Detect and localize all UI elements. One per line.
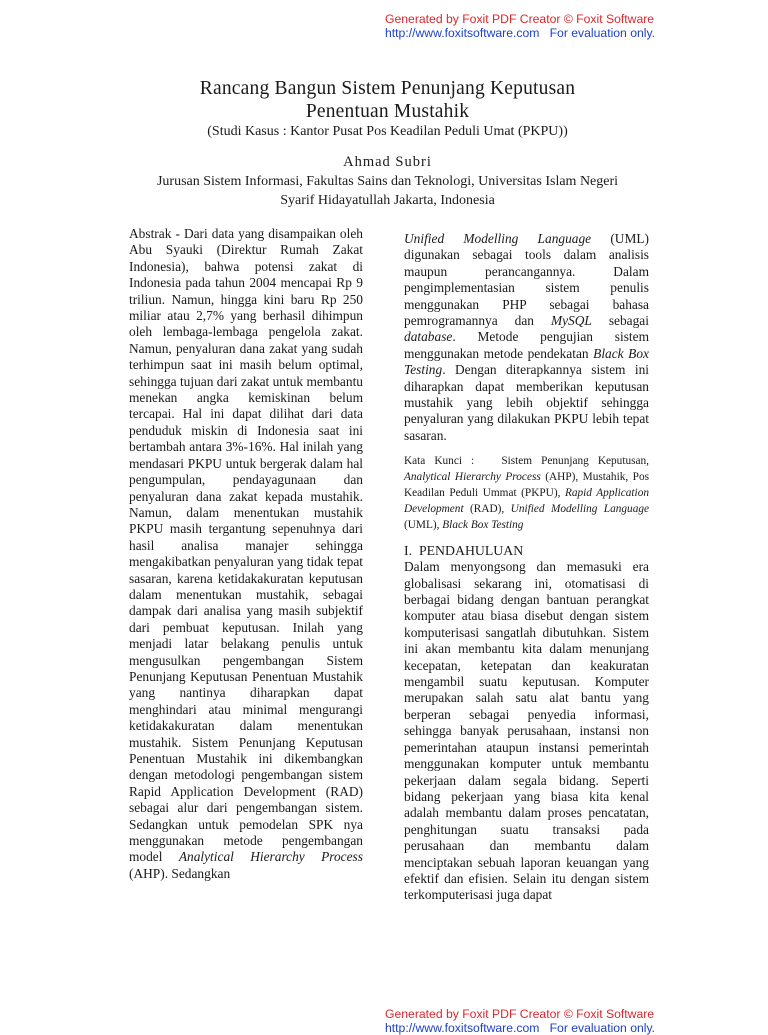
watermark-eval-text: For evaluation only. [549, 26, 656, 40]
foxit-watermark-bottom [385, 1007, 675, 1035]
affiliation-line2: Syarif Hidayatullah Jakarta, Indonesia [280, 193, 495, 208]
paper-header [60, 77, 715, 209]
keywords-paragraph [404, 454, 649, 534]
abstract-ahp-tail: (AHP). Sedangkan [129, 865, 231, 881]
paper-title-line1: Rancang Bangun Sistem Penunjang Keputusan [199, 78, 576, 99]
section-body: Dalam menyongsong dan memasuki era globalisasi sekarang ini, otomatisasi di berbagai bidang dengan bantuan perangkat komputer atau biasa disebut dengan sistem komputerisasi sangatlah dibutuhkan. Sistem ini akan membantu kita dalam menunjang kecepatan, ketepatan dan keakuratan mengambil suatu keputusan. Komputer merupakan salah satu alat bantu yang berperan sebagai penyedia informasi, sehingga banyak perusahaan, instansi non pemerintahan ataupun instansi pemerintah menggunakan komputer untuk membantu pekerjaan dalam segala bidang. Seperti bidang pekerjaan yang biasa kita kenal adalah membantu dalam proses pencatatan, penghitungan suatu transaksi pada perusahaan dan membantu dalam menciptakan sebuah laporan keuangan yang efektif dan efisien. Selain itu dengan sistem terkomputerisasi juga dapat [404, 559, 649, 903]
watermark-generated-line-bottom: Generated by Foxit PDF Creator © Foxit Software [385, 1007, 655, 1021]
keyword-1: Sistem Penunjang Keputusan, [501, 455, 649, 468]
keyword-4: Rapid Application Development [404, 487, 649, 515]
abstract-ahp-term: Analytical Hierarchy Process [178, 849, 363, 865]
foxit-watermark-top [385, 12, 675, 40]
keywords-label: Kata Kunci : [404, 455, 475, 468]
abstract-text: Abstrak - Dari data yang disampaikan oleh Abu Syauki (Direktur Rumah Zakat Indonesia), bahwa potensi zakat di Indonesia pada tahun 2004 mencapai Rp 9 triliun. Namun, hingga kini baru Rp 250 miliar atau 2,7% yang berhasil dihimpun oleh lembaga-lembaga pengelola zakat. Namun, penyaluran dana zakat yang sudah terhimpun saat ini masih belum optimal, sehingga tujuan dari zakat untuk membantu menekan angka kemiskinan belum tercapai. Hal ini dapat dilihat dari data penduduk miskin di Indonesia saat ini bertambah antara 3%-16%. Hal inilah yang mendasari PKPU untuk bergerak dalam hal pengumpulan, pendayagunaan dan penyaluran dana zakat kepada mustahik. Namun, dalam menentukan mustahik PKPU masih tergantung sepenuhnya dari hasil analisa manajer sehingga mengakibatkan penyaluran yang tidak tepat sasaran, karena ketidakakuratan keputusan dalam menentukan mustahik, sebagai dampak dari analisa yang masih subjektif dari pembuat keputusan. Inilah yang menjadi latar belakang penulis untuk mengusulkan pengembangan Sistem Penunjang Keputusan Penentuan Mustahik yang nantinya diharapkan dapat menghindari atau minimal mengurangi ketidakakuratan dalam menentukan mustahik. Sistem Penunjang Keputusan Penentuan Mustahik ini dikembangkan dengan metodologi pengembangan sistem Rapid Application Development (RAD) sebagai alur dari pengembangan sistem. Sedangkan untuk pemodelan SPK nya menggunakan metode pengembangan model [129, 226, 363, 865]
paper-title-line2: Penentuan Mustahik [305, 101, 470, 122]
section-heading [404, 543, 649, 559]
keyword-5: (RAD), [470, 503, 505, 515]
abstract-paragraph [129, 226, 363, 882]
abstract-cont-1: (UML) digunakan sebagai tools dalam analisis maupun perancangannya. Dalam pengimplementasian sistem penulis menggunakan PHP sebagai bahasa pemrogramannya dan [404, 231, 649, 329]
abstract-cont-3: . Metode pengujian sistem menggunakan metode pendekatan [404, 329, 649, 361]
keyword-7: (UML), [404, 518, 440, 531]
watermark-generated-line: Generated by Foxit PDF Creator © Foxit Software [385, 12, 655, 26]
right-column [404, 231, 649, 904]
keyword-3: (AHP), Mustahik, Pos Keadilan Peduli Ummat (PKPU), [404, 471, 649, 500]
left-column [129, 226, 363, 882]
paper-subtitle: (Studi Kasus : Kantor Pusat Pos Keadilan Peduli Umat (PKPU)) [207, 124, 568, 139]
abstract-mysql-term: MySQL [550, 313, 592, 329]
watermark-url-link[interactable]: http://www.foxitsoftware.com [385, 26, 540, 40]
abstract-cont-2: sebagai [608, 313, 649, 329]
watermark-eval-text-bottom: For evaluation only. [549, 1021, 656, 1035]
abstract-database-term: database [404, 329, 453, 345]
abstract-cont-4: . Dengan diterapkannya sistem ini diharapkan dapat memberikan keputusan mustahik yang lebih objektif sehingga penyaluran yang dilakukan PKPU lebih tepat sasaran. [404, 362, 649, 443]
keyword-8: Black Box Testing [442, 518, 524, 531]
abstract-continuation [404, 231, 649, 444]
keyword-6: Unified Modelling Language [510, 503, 649, 515]
keyword-2: Analytical Hierarchy Process [404, 471, 541, 484]
abstract-uml-term: Unified Modelling Language [404, 231, 592, 246]
abstract-bbt-term: Black Box Testing [404, 345, 649, 378]
section-title: PENDAHULUAN [418, 542, 524, 558]
watermark-url-link-bottom[interactable]: http://www.foxitsoftware.com [385, 1021, 540, 1035]
paper-author: Ahmad Subri [343, 154, 432, 170]
affiliation-line1: Jurusan Sistem Informasi, Fakultas Sains dan Teknologi, Universitas Islam Negeri [156, 174, 619, 189]
section-number: I. [404, 542, 413, 558]
